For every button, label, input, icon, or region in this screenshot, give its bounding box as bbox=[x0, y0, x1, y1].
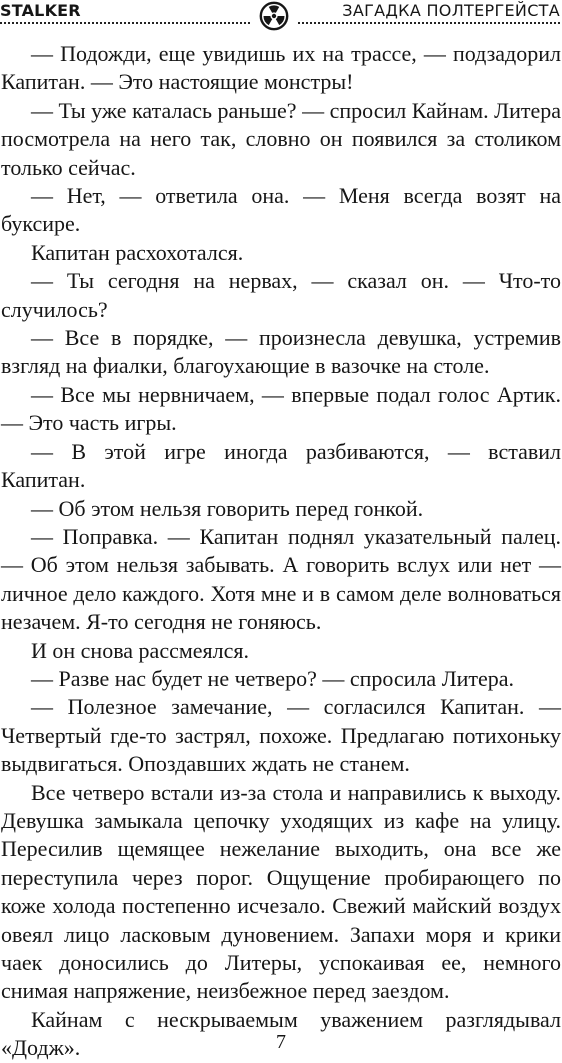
paragraph: Кайнам с нескрываемым уважением разглядывал «Додж». bbox=[1, 1006, 561, 1061]
paragraph: И он снова рассмеялся. bbox=[31, 637, 250, 663]
book-title: ЗАГАДКА ПОЛТЕРГЕЙСТА bbox=[342, 1, 560, 20]
paragraph: — Все мы нервничаем, — впервые подал голос Артик. — Это часть игры. bbox=[1, 381, 561, 436]
series-name: STALKER bbox=[0, 1, 81, 20]
paragraph: Все четверо встали из-за стола и направились к выходу. Девушка замыкала цепочку уходящих из кафе на улицу. Пересилив щемящее нежелание выходить, она все же переступила через порог. Ощущение пробирающего по коже холода постепенно исчезало. Свежий майский воздух овеял лицо ласковым дуновением. Запахи моря и крики чаек доносились до Литеры, успокаивая ее, немного снимая напряжение, неизбежное перед заездом. bbox=[1, 779, 561, 1004]
header-dotted-rule-left bbox=[0, 22, 250, 24]
paragraph: Капитан расхохотался. bbox=[31, 239, 244, 265]
paragraph: — Подожди, еще увидишь их на трассе, — подзадорил Капитан. — Это настоящие монстры! bbox=[1, 41, 561, 95]
paragraph: — Нет, — ответила она. — Меня всегда возят на буксире. bbox=[1, 183, 561, 237]
header-dotted-rule-right bbox=[298, 22, 560, 24]
paragraph: — Ты уже каталась раньше? — спросил Кайнам. Литера посмотрела на него так, словно он появился за столиком только сейчас. bbox=[1, 97, 561, 180]
paragraph: — Полезное замечание, — согласился Капитан. — Четвертый где-то застрял, похоже. Предлагаю потихоньку выдвигаться. Опоздавших ждать не станем. bbox=[1, 694, 561, 777]
paragraph: — Все в порядке, — произнесла девушка, устремив взгляд на фиалки, благоухающие в вазочке на столе. bbox=[1, 325, 561, 379]
page-number: 7 bbox=[276, 1031, 286, 1053]
running-header bbox=[0, 0, 562, 30]
body-text bbox=[1, 40, 561, 1063]
paragraph: — Об этом нельзя говорить перед гонкой. bbox=[31, 495, 424, 521]
paragraph: — В этой игре иногда разбиваются, — вставил Капитан. bbox=[1, 438, 561, 493]
radiation-trefoil-icon bbox=[259, 1, 289, 31]
paragraph: — Поправка. — Капитан поднял указательный палец. — Об этом нельзя забывать. А говорить вслух или нет — личное дело каждого. Хотя мне и в самом деле волноваться незачем. Я-то сегодня не гоняюсь. bbox=[1, 523, 561, 635]
paragraph: — Разве нас будет не четверо? — спросила Литера. bbox=[31, 665, 515, 691]
paragraph: — Ты сегодня на нервах, — сказал он. — Что-то случилось? bbox=[1, 268, 561, 322]
